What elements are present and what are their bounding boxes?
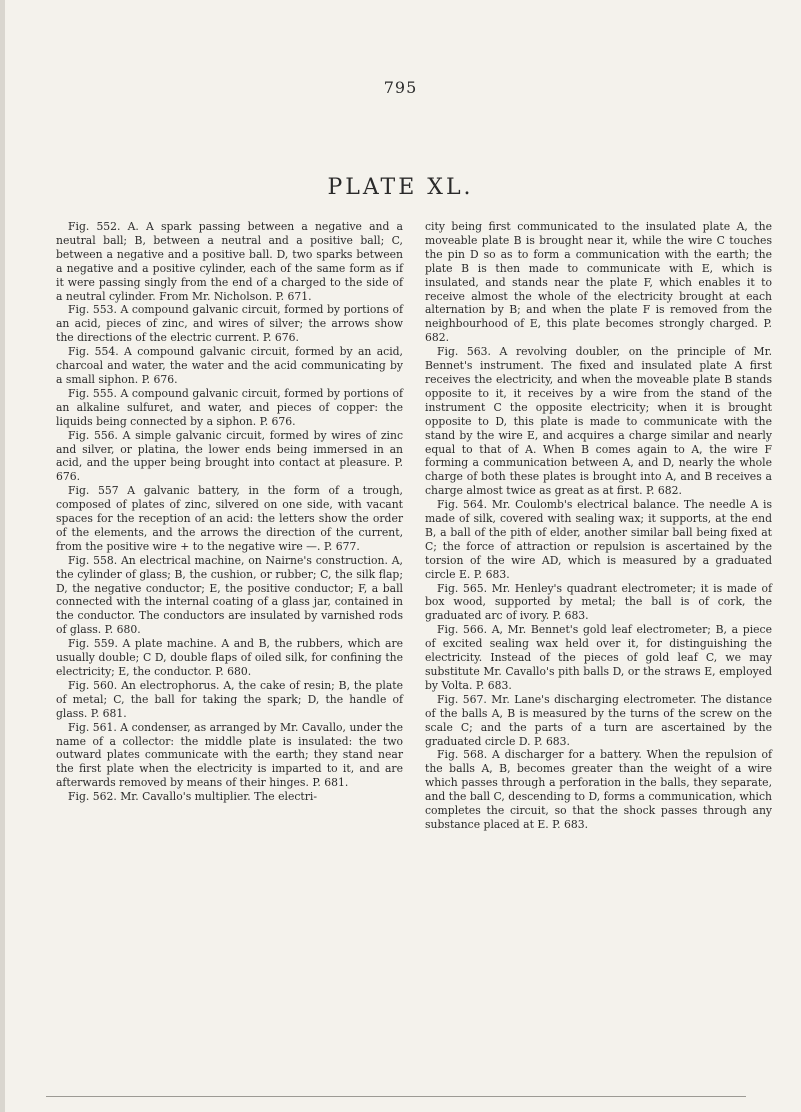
page-number: 795 [383,78,418,97]
bottom-edge-rule [46,1096,746,1097]
fig-552-caption: Fig. 552. A. A spark passing between a negative and a neutral ball; B, between a neutral and a positive ball; C, between a negative and a positive ball. D, two sparks between a negative and a positive cylinder, each of the same form as if it were passing singly from the end of a charged to the side of a neutral cylinder. From Mr. Nicholson. P. 671. [56,220,403,303]
fig-565-caption: Fig. 565. Mr. Henley's quadrant electrometer; it is made of box wood, supported by metal; the ball is of cork, the graduated arc of ivory. P. 683. [425,581,772,623]
fig-567-caption: Fig. 567. Mr. Lane's discharging electrometer. The distance of the balls A, B is measured by the turns of the screw on the scale C; and the parts of a turn are ascertained by the graduated circle D. P. 683. [425,692,772,748]
fig-558-caption: Fig. 558. An electrical machine, on Nairne's construction. A, the cylinder of glass; B, the cushion, or rubber; C, the silk flap; D, the negative conductor; E, the positive conductor; F, a ball connected with the internal coating of a glass jar, contained in the conductor. The conductors are insulated by varnished rods of glass. P. 680. [56,553,403,637]
left-column [56,220,403,804]
right-column [425,220,772,832]
fig-556-caption: Fig. 556. A simple galvanic circuit, formed by wires of zinc and silver, or platina, the lower ends being immersed in an acid, and the upper being brought into contact at pleasure. P. 676. [56,428,403,484]
fig-564-caption: Fig. 564. Mr. Coulomb's electrical balance. The needle A is made of silk, covered with sealing wax; it supports, at the end B, a ball of the pith of elder, another similar ball being fixed at C; the force of attraction or repulsion is ascertained by the torsion of the wire AD, which is measured by a graduated circle E. P. 683. [425,498,772,581]
fig-559-caption: Fig. 559. A plate machine. A and B, the rubbers, which are usually double; C D, double flaps of oiled silk, for confining the electricity; E, the conductor. P. 680. [56,637,403,678]
fig-553-caption: Fig. 553. A compound galvanic circuit, formed by portions of an acid, pieces of zinc, and wires of silver; the arrows show the directions of the electric current. P. 676. [56,303,403,345]
fig-561-caption: Fig. 561. A condenser, as arranged by Mr. Cavallo, under the name of a collector: the middle plate is insulated: the two outward plates communicate with the earth; they stand near the first plate when the electricity is imparted to it, and are afterwards removed by means of their hinges. P. 681. [56,720,403,790]
fig-560-caption: Fig. 560. An electrophorus. A, the cake of resin; B, the plate of metal; C, the ball for taking the spark; D, the handle of glass. P. 681. [56,678,403,720]
fig-555-caption: Fig. 555. A compound galvanic circuit, formed by portions of an alkaline sulfuret, and water, and pieces of copper: the liquids being connected by a siphon. P. 676. [56,386,403,428]
fig-562-caption-start: Fig. 562. Mr. Cavallo's multiplier. The electri- [68,790,318,804]
fig-557-caption: Fig. 557 A galvanic battery, in the form of a trough, composed of plates of zinc, silvered on one side, with vacant spaces for the reception of an acid: the letters show the order of the elements, and the arrows the direction of the current, from the positive wire + to the negative wire —. P. 677. [56,484,403,553]
fig-563-caption: Fig. 563. A revolving doubler, on the principle of Mr. Bennet's instrument. The fixed and insulated plate A first receives the electricity, and when the moveable plate B stands opposite to it, it receives by a wire from the stand of the instrument C the opposite electricity; when it is brought opposite to D, this plate is made to communicate with the stand by the wire E, and acquires a charge similar and nearly equal to that of A. When B comes again to A, the wire F forming a communication between A, and D, nearly the whole charge of both these plates is brought into A, and B receives a charge almost twice as great as at first. P. 682. [425,345,772,498]
plate-title: PLATE XL. [327,175,474,200]
fig-568-caption: Fig. 568. A discharger for a battery. When the repulsion of the balls A, B, becomes greater than the weight of a wire which passes through a perforation in the balls, they separate, and the ball C, descending to D, forms a communication, which completes the circuit, so that the shock passes through any substance placed at E. P. 683. [425,748,772,831]
fig-562-caption-continued: city being first communicated to the insulated plate A, the moveable plate B is brought near it, while the wire C touches the pin D so as to form a communication with the earth; the plate B is then made to communicate with E, which is insulated, and stands near the plate F, which enables it to receive almost the whole of the electricity brought at each alternation by B; and when the plate F is removed from the neighbourhood of E, this plate becomes strongly charged. P. 682. [425,220,772,345]
fig-554-caption: Fig. 554. A compound galvanic circuit, formed by an acid, charcoal and water, the water and the acid communicating by a small siphon. P. 676. [56,345,403,386]
page-spine-edge [0,0,5,1112]
fig-566-caption: Fig. 566. A, Mr. Bennet's gold leaf electrometer; B, a piece of excited sealing wax held over it, for distinguishing the electricity. Instead of the pieces of gold leaf C, we may substitute Mr. Cavallo's pith balls D, or the straws E, employed by Volta. P. 683. [425,623,772,692]
